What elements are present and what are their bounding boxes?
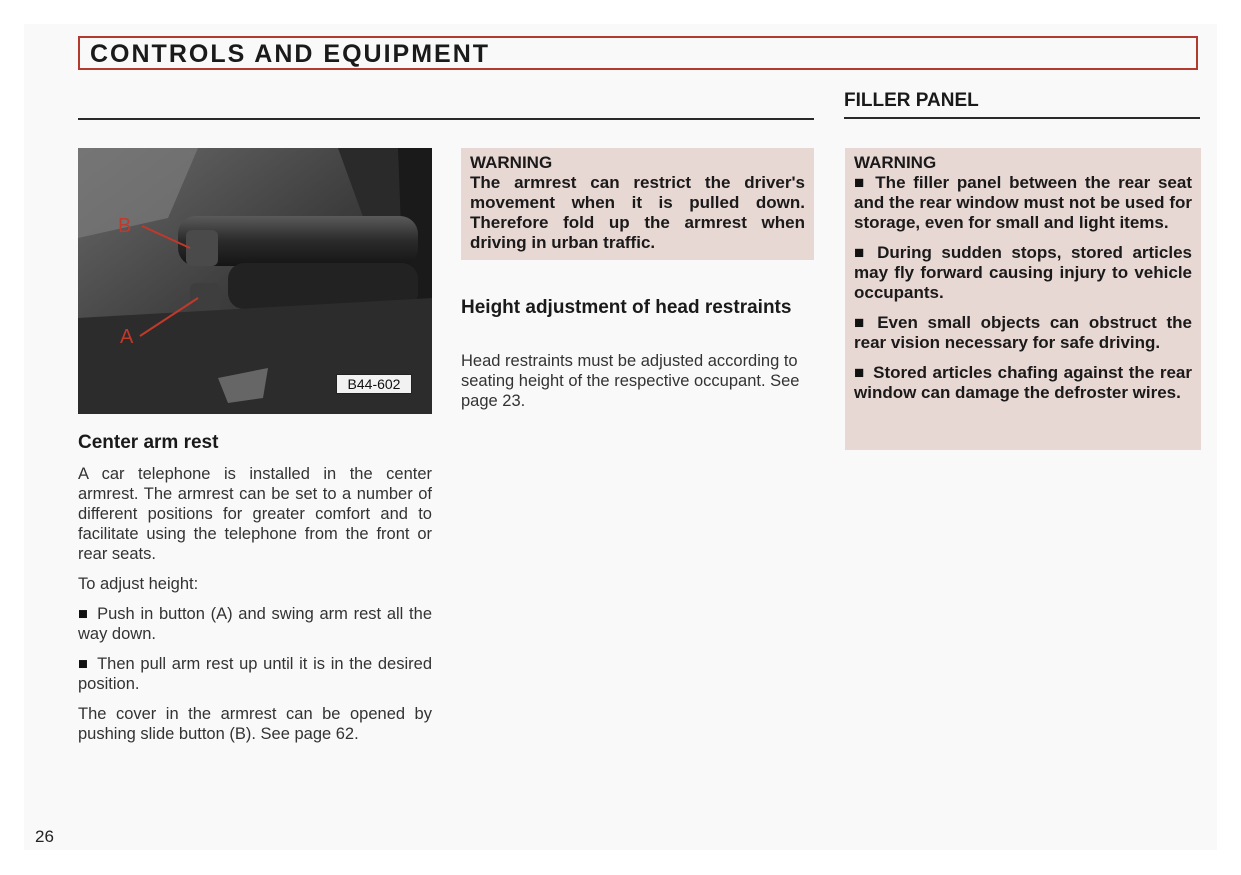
center-arm-rest-heading: Center arm rest <box>78 432 219 453</box>
left-divider <box>78 118 814 120</box>
filler-panel-warning-box <box>845 148 1201 450</box>
figure-label-a: A <box>120 326 134 348</box>
list-item: ■ Then pull arm rest up until it is in the desired position. <box>78 654 432 694</box>
armrest-warning-box <box>461 148 814 260</box>
paragraph: To adjust height: <box>78 575 199 593</box>
head-restraints-heading: Height adjustment of head restraints <box>461 297 792 318</box>
warning-title: WARNING <box>854 153 937 172</box>
section-header <box>78 36 1198 70</box>
head-restraints-text: Head restraints must be adjusted according to seating height of the respective occupant. See page 23. <box>461 352 800 410</box>
paragraph: The cover in the armrest can be opened by pushing slide button (B). See page 62. <box>78 705 432 743</box>
page-title: CONTROLS AND EQUIPMENT <box>90 40 491 68</box>
warning-item: ■ Even small objects can obstruct the rear vision necessary for safe driving. <box>854 313 1192 353</box>
armrest-photo <box>78 148 432 414</box>
warning-item: ■ During sudden stops, stored articles may fly forward causing injury to vehicle occupants. <box>854 243 1192 303</box>
paragraph: A car telephone is installed in the center armrest. The armrest can be set to a number of different positions for greater comfort and to facilitate using the telephone from the front or rear seats. <box>78 465 432 563</box>
right-divider <box>844 117 1200 119</box>
warning-item: ■ The filler panel between the rear seat and the rear window must not be used for storage, even for small and light items. <box>854 173 1192 233</box>
warning-item: ■ Stored articles chafing against the rear window can damage the defroster wires. <box>854 363 1192 403</box>
list-item: ■ Push in button (A) and swing arm rest all the way down. <box>78 604 432 644</box>
filler-panel-title: FILLER PANEL <box>844 90 979 111</box>
warning-title: WARNING <box>470 153 553 172</box>
page-number: 26 <box>35 827 54 846</box>
figure-label-b: B <box>118 215 132 237</box>
figure-code: B44-602 <box>336 374 412 394</box>
warning-text: The armrest can restrict the driver's movement when it is pulled down. Therefore fold up the armrest when driving in urban traffic. <box>470 173 805 252</box>
center-arm-rest-body <box>78 464 432 754</box>
